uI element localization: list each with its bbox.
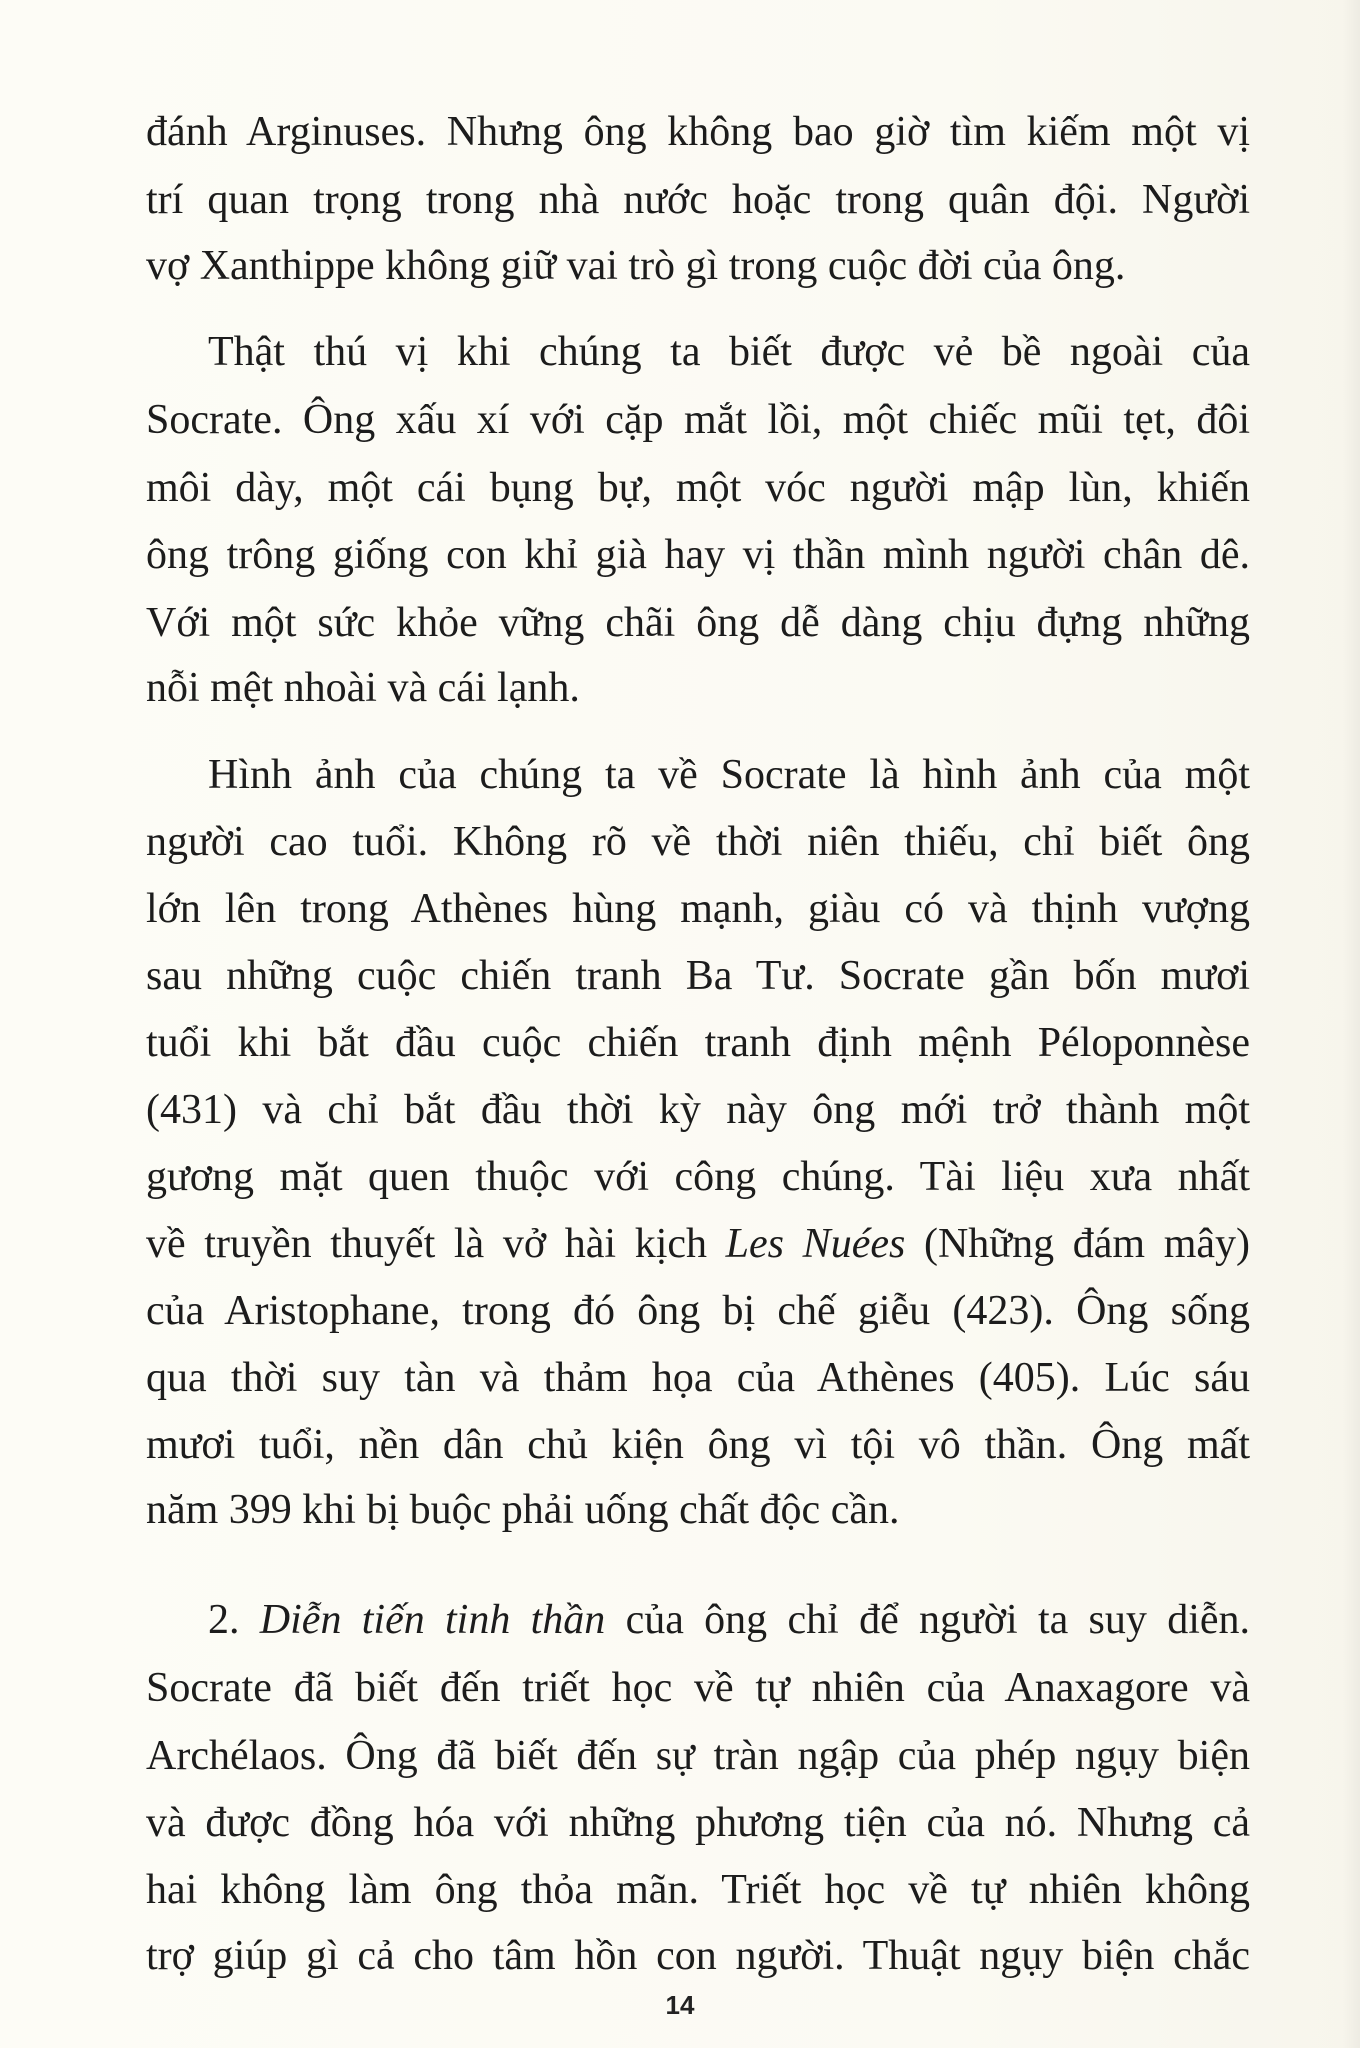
text-line: nỗi mệt nhoài và cái lạnh. [146, 665, 580, 711]
italic-title: Les Nuées [725, 1221, 906, 1267]
text-line: Hình ảnh của chúng ta về Socrate là hình ảnh của một [208, 752, 1250, 798]
text-line: năm 399 khi bị buộc phải uống chất độc cần. [146, 1487, 900, 1533]
text-line: gương mặt quen thuộc với công chúng. Tài liệu xưa nhất [146, 1154, 1250, 1200]
page-edge-shadow [1342, 0, 1360, 2048]
text-line: Thật thú vị khi chúng ta biết được vẻ bề ngoài của [208, 329, 1250, 375]
text-line [146, 1214, 1250, 1274]
text-line: hai không làm ông thỏa mãn. Triết học về tự nhiên không [146, 1867, 1250, 1913]
text-line: ông trông giống con khỉ già hay vị thần mình người chân dê. [146, 532, 1250, 578]
text-line: tuổi khi bắt đầu cuộc chiến tranh định mệnh Péloponnèse [146, 1020, 1250, 1066]
page-number: 14 [665, 1990, 695, 2020]
text-line: lớn lên trong Athènes hùng mạnh, giàu có và thịnh vượng [146, 886, 1250, 932]
text-line: môi dày, một cái bụng bự, một vóc người mập lùn, khiến [146, 465, 1250, 511]
text-line: vợ Xanthippe không giữ vai trò gì trong cuộc đời của ông. [146, 243, 1126, 289]
text-line: và được đồng hóa với những phương tiện của nó. Nhưng cả [146, 1800, 1250, 1846]
text-line: qua thời suy tàn và thảm họa của Athènes (405). Lúc sáu [146, 1355, 1250, 1401]
text-line: đánh Arginuses. Nhưng ông không bao giờ tìm kiếm một vị [146, 109, 1250, 155]
text-line: Archélaos. Ông đã biết đến sự tràn ngập của phép ngụy biện [146, 1733, 1250, 1779]
text-run: 2. [208, 1597, 260, 1643]
text-run: của ông chỉ để người ta suy diễn. [605, 1597, 1250, 1643]
text-line: sau những cuộc chiến tranh Ba Tư. Socrate gần bốn mươi [146, 953, 1250, 999]
text-line: Với một sức khỏe vững chãi ông dễ dàng chịu đựng những [146, 600, 1250, 646]
text-run: về truyền thuyết là vở hài kịch [146, 1221, 726, 1267]
text-line: của Aristophane, trong đó ông bị chế giễu (423). Ông sống [146, 1288, 1250, 1334]
italic-heading: Diễn tiến tinh thần [259, 1597, 606, 1643]
text-line: người cao tuổi. Không rõ về thời niên thiếu, chỉ biết ông [146, 819, 1250, 865]
text-line: Socrate. Ông xấu xí với cặp mắt lồi, một chiếc mũi tẹt, đôi [146, 397, 1250, 443]
text-line [208, 1590, 1250, 1650]
text-line: trí quan trọng trong nhà nước hoặc trong quân đội. Người [146, 177, 1250, 223]
text-line: Socrate đã biết đến triết học về tự nhiên của Anaxagore và [146, 1665, 1250, 1711]
text-line: trợ giúp gì cả cho tâm hồn con người. Thuật ngụy biện chắc [146, 1933, 1250, 1979]
text-line: (431) và chỉ bắt đầu thời kỳ này ông mới trở thành một [146, 1087, 1250, 1133]
text-line: mươi tuổi, nền dân chủ kiện ông vì tội vô thần. Ông mất [146, 1422, 1250, 1468]
text-run: (Những đám mây) [905, 1221, 1250, 1267]
